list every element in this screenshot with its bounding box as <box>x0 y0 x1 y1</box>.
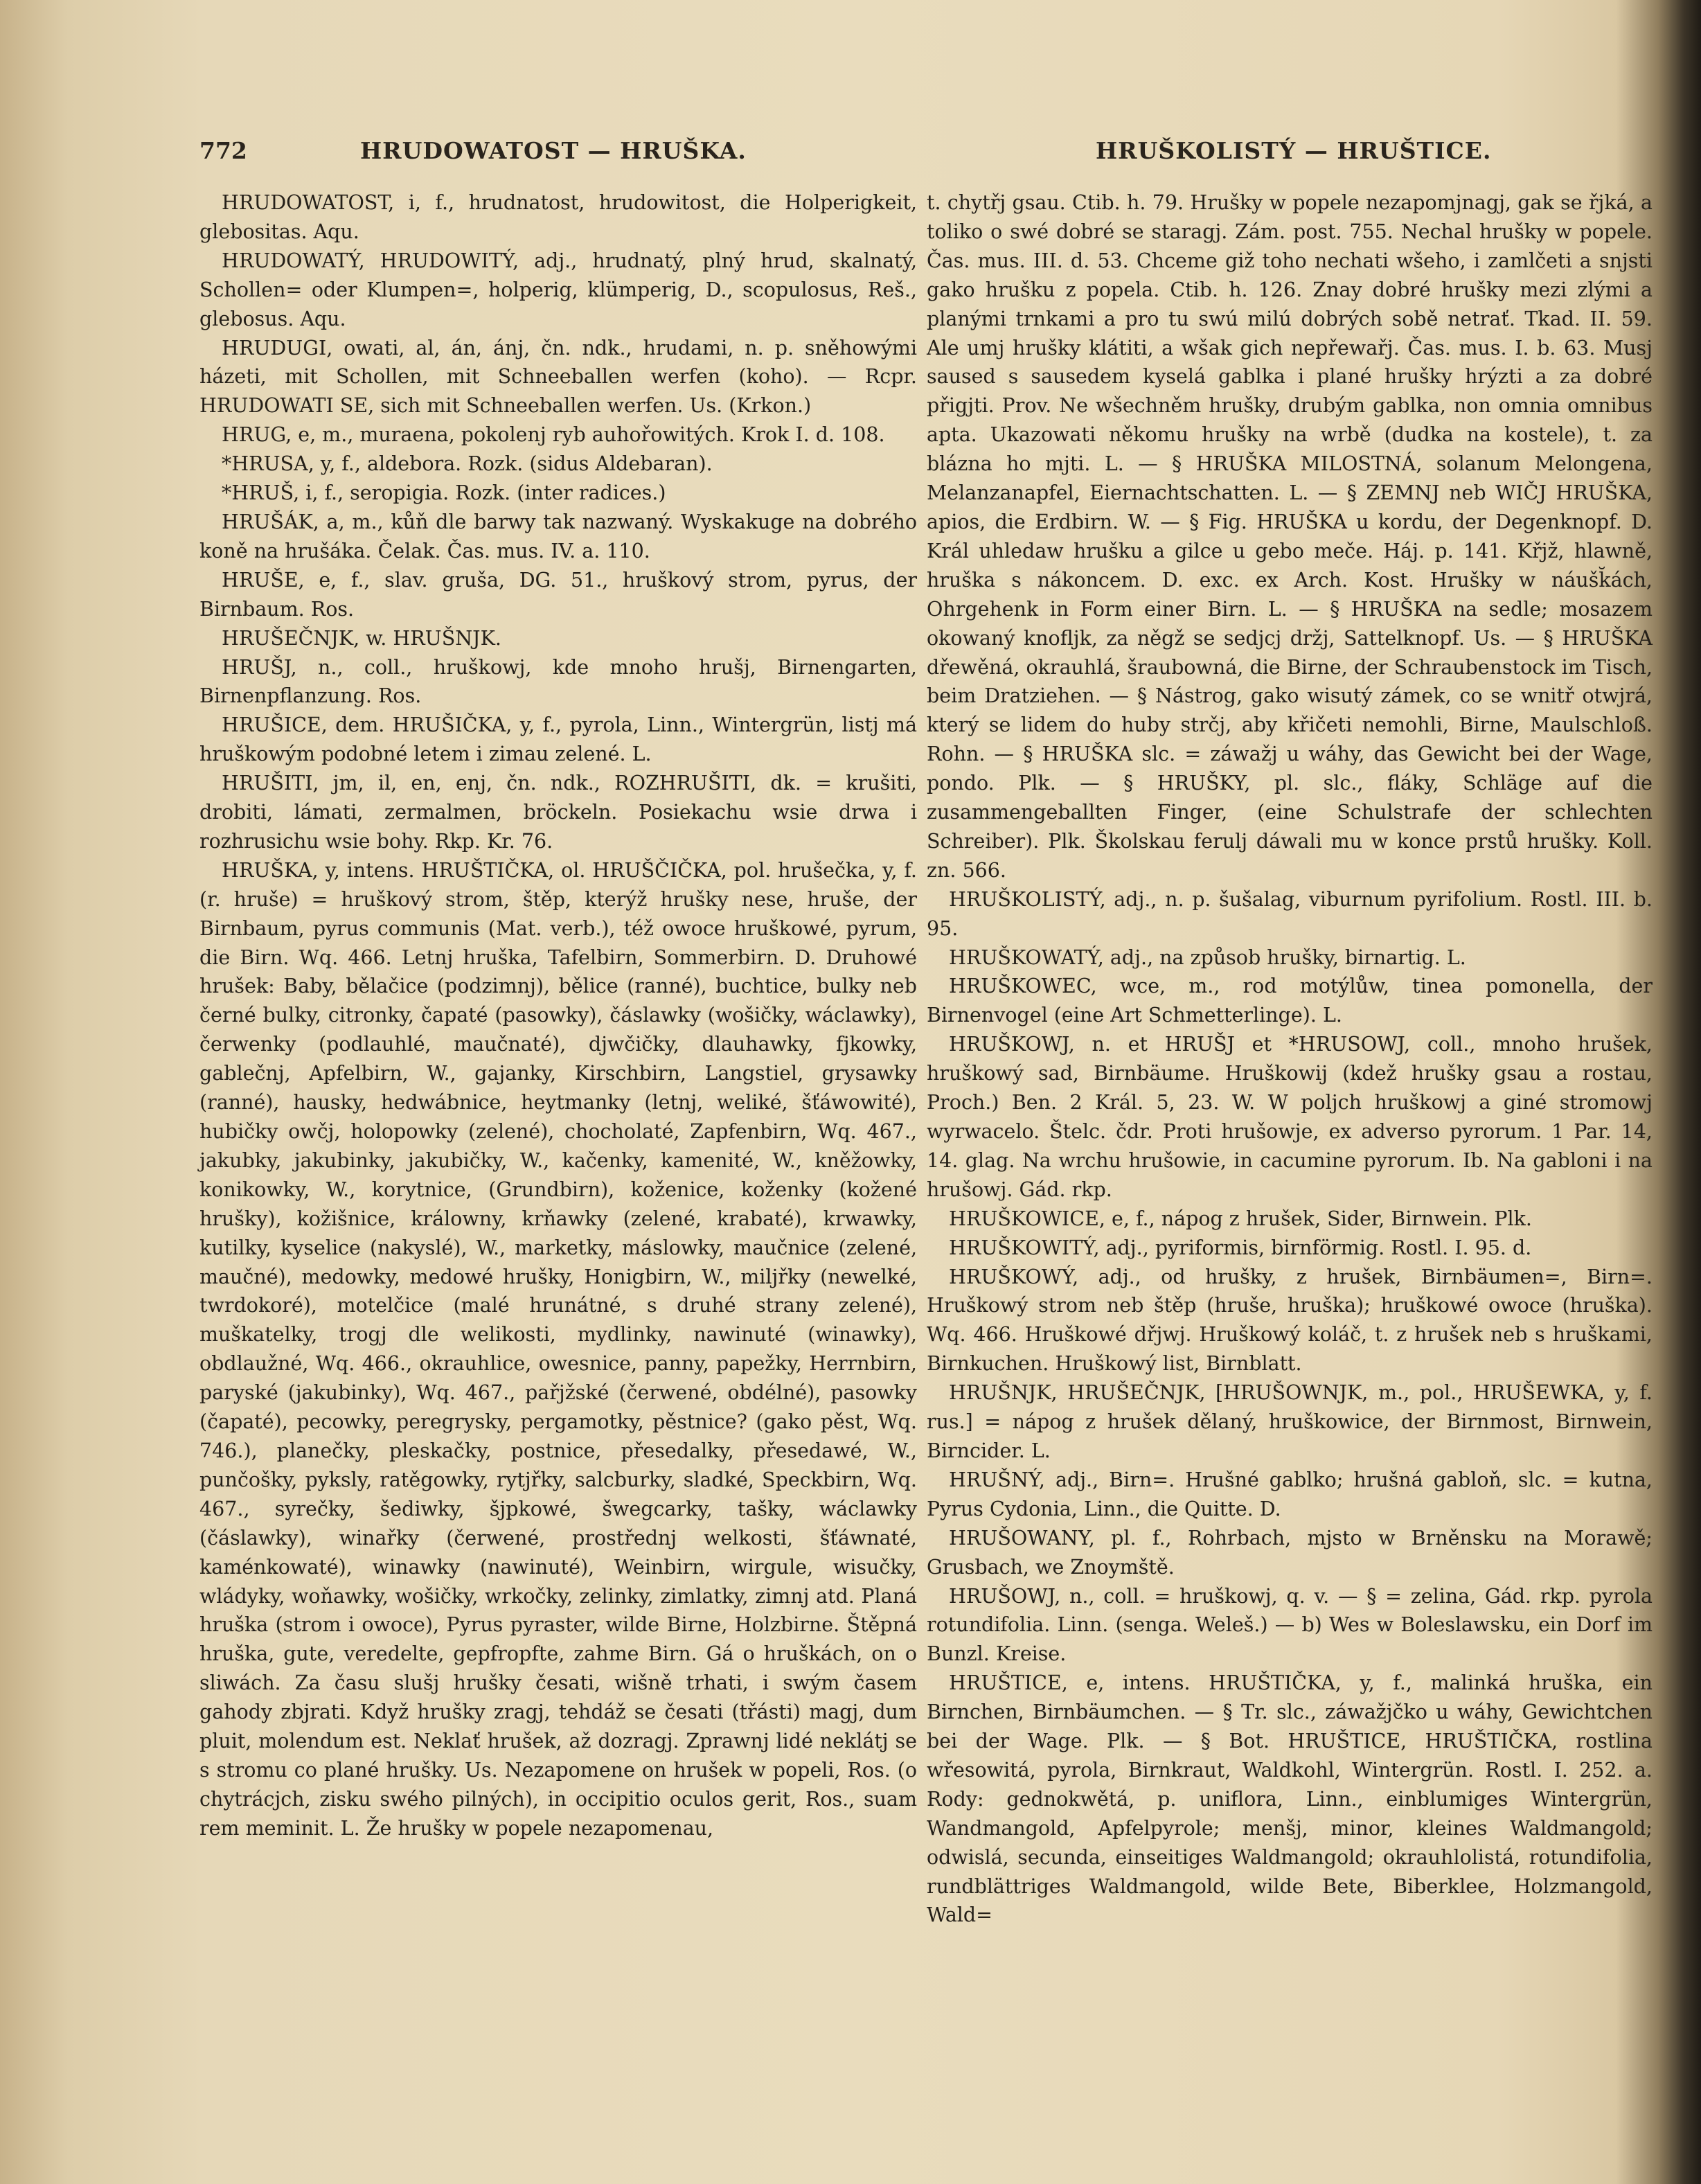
entry-hrug: HRUG, e, m., muraena, pokolenj ryb auhořowitých. Krok I. d. 108. <box>222 423 885 447</box>
entry-hrudowaty: HRUDOWATÝ, HRUDOWITÝ, adj., hrudnatý, plný hrud, skalnatý, Schollen= oder Klumpen=, holperig, klümperig, D., scopulosus, Reš., glebosus. Aqu. <box>199 249 917 330</box>
entry-hruskowity: HRUŠKOWITÝ, adj., pyriformis, birnförmig. Rostl. I. 95. d. <box>949 1236 1532 1259</box>
entry-hrudugi: HRUDUGI, owati, al, án, ánj, čn. ndk., hrudami, n. p. sněhowými házeti, mit Schollen, mit Schneeballen werfen (koho). — Rcpr. HRUDOWATI SE, sich mit Schneeballen werfen. Us. (Krkon.) <box>199 336 917 418</box>
entry-hrusowj: HRUŠOWJ, n., coll. = hruškowj, q. v. — § = zelina, Gád. rkp. pyrola rotundifolia. Linn. (senga. Weleš.) — b) Wes w Boleslawsku, ein Dorf im Bunzl. Kreise. <box>927 1584 1653 1666</box>
running-head-left: HRUDOWATOST — HRUŠKA. <box>360 137 747 164</box>
running-head-right: HRUŠKOLISTÝ — HRUŠTICE. <box>1096 137 1492 164</box>
entry-hrusiti: HRUŠITI, jm, il, en, enj, čn. ndk., ROZHRUŠITI, dk. = krušiti, drobiti, lámati, zermalmen, bröckeln. Posiekachu wsie drwa i rozhrusichu wsie bohy. Rkp. Kr. 76. <box>199 772 917 853</box>
page-number: 772 <box>199 137 247 164</box>
entry-hruskowj: HRUŠKOWJ, n. et HRUŠJ et *HRUSOWJ, coll., mnoho hrušek, hruškowý sad, Birnbäume. Hruškowij (kdež hrušky gsau a rostau, Proch.) Ben. 2 Král. 5, 23. W. W poljch hruškowj a giné stromowj wyrwacelo. Štelc. čdr. Proti hrušowje, ex adverso pyrorum. 1 Par. 14, 14. glag. Na wrchu hrušowie, in cacumine pyrorum. Ib. Na gabloni i na hrušowj. Gád. rkp. <box>927 1033 1653 1201</box>
entry-hrus: *HRUŠ, i, f., seropigia. Rozk. (inter radices.) <box>222 481 666 505</box>
entry-hrustice: HRUŠTICE, e, intens. HRUŠTIČKA, y, f., malinká hruška, ein Birnchen, Birnbäumchen. — § Tr. slc., záwažjčko u wáhy, Gewichtchen bei der Wage. Plk. — § Bot. HRUŠTICE, HRUŠTIČKA, rostlina wřesowitá, pyrola, Birnkraut, Waldkohl, Wintergrün. Rostl. I. 252. a. Rody: gednokwětá, p. uniflora, Linn., einblumiges Wintergrün, Wandmangold, Apfelpyrole; menšj, minor, kleines Waldmangold; odwislá, secunda, einseitiges Waldmangold; okrauhlolistá, rotundifolia, rundblättriges Waldmangold, wilde Bete, Biberklee, Holzmangold, Wald= <box>927 1671 1653 1927</box>
entry-hrusj: HRUŠJ, n., coll., hruškowj, kde mnoho hrušj, Birnengarten, Birnenpflanzung. Ros. <box>199 655 917 708</box>
right-column <box>927 188 1653 1930</box>
entry-hruskolisty: HRUŠKOLISTÝ, adj., n. p. šušalag, viburnum pyrifolium. Rostl. III. b. 95. <box>927 887 1653 940</box>
entry-hrusak: HRUŠÁK, a, m., kůň dle barwy tak nazwaný. Wyskakuge na dobrého koně na hrušáka. Čelak. Čas. mus. IV. a. 110. <box>199 510 917 562</box>
entry-hruska: HRUŠKA, y, intens. HRUŠTIČKA, ol. HRUŠČIČKA, pol. hrušečka, y, f. (r. hruše) = hruškový strom, štěp, kterýž hrušky nese, hruše, der Birnbaum, pyrus communis (Mat. verb.), též owoce hruškowé, pyrum, die Birn. Wq. 466. Letnj hruška, Tafelbirn, Sommerbirn. D. Druhowé hrušek: Baby, bělačice (podzimnj), bělice (ranné), buchtice, bulky neb černé bulky, citronky, čapaté (pasowky), čáslawky (wošičky, wáclawky), čerwenky (podlauhlé, maučnaté), djwčičky, dlauhawky, fjkowky, gablečnj, Apfelbirn, W., gajanky, Kirschbirn, Langstiel, grysawky (ranné), hausky, hedwábnice, heytmanky (letnj, weliké, šťáwowité), hubičky owčj, holopowky (zelené), chocholaté, Zapfenbirn, Wq. 467., jakubky, jakubinky, jakubičky, W., kačenky, kamenité, W., kněžowky, konikowky, W., korytnice, (Grundbirn), koženice, koženky (kožené hrušky), kožišnice, králowny, krňawky (zelené, krabaté), krwawky, kutilky, kyselice (nakyslé), W., marketky, máslowky, maučnice (zelené, maučné), medowky, medowé hrušky, Honigbirn, W., miljřky (newelké, twrdokoré), motelčice (malé hrunátné, s druhé strany zelené), muškatelky, trogj dle welikosti, mydlinky, nawinuté (winawky), obdlaužné, Wq. 466., okrauhlice, owesnice, panny, papežky, Herrnbirn, paryské (jakubinky), Wq. 467., pařjžské (čerwené, obdélné), pasowky (čapaté), pecowky, peregrysky, pergamotky, pěstnice? (gako pěst, Wq. 746.), planečky, pleskačky, postnice, přesedalky, přesedawé, W., punčošky, pyksly, ratěgowky, rytjřky, salcburky, sladké, Speckbirn, Wq. 467., syrečky, šediwky, šjpkowé, šwegcarky, tašky, wáclawky (čáslawky), winařky (čerwené, prostřednj welkosti, šťáwnaté, kaménkowaté), winawky (nawinuté), Weinbirn, wirgule, wisučky, wládyky, woňawky, wošičky, wrkočky, zelinky, zimlatky, zimnj atd. Planá hruška (strom i owoce), Pyrus pyraster, wilde Birne, Holzbirne. Štěpná hruška, gute, veredelte, gepfropfte, zahme Birn. Gá o hruškách, on o sliwách. Za času slušj hrušky česati, wišně trhati, i swým časem gahody zbjrati. Když hrušky zragj, tehdáž se česati (třásti) magj, dum pluit, molendum est. Neklať hrušek, až dozragj. Zprawnj lidé neklátj se s stromu co plané hrušky. Us. Nezapomene on hrušek w popeli, Ros. (o chytrácjch, zisku swého pilných), in occipitio oculos gerit, Ros., suam rem meminit. L. Že hrušky w popele nezapomenau, <box>199 858 917 1840</box>
entry-hrusny: HRUŠNÝ, adj., Birn=. Hrušné gablko; hrušná gabloň, slc. = kutna, Pyrus Cydonia, Linn., die Quitte. D. <box>927 1468 1653 1520</box>
entry-hrusecnjk: HRUŠEČNJK, w. HRUŠNJK. <box>222 626 501 650</box>
left-column <box>199 188 917 1843</box>
entry-hruskowaty: HRUŠKOWATÝ, adj., na způsob hrušky, birnartig. L. <box>949 945 1466 969</box>
entry-hruskowy: HRUŠKOWÝ, adj., od hrušky, z hrušek, Birnbäumen=, Birn=. Hruškowý strom neb štěp (hruše, hruška); hruškowé owoce (hruška). Wq. 466. Hruškowé dřjwj. Hruškowý koláč, t. z hrušek neb s hruškami, Birnkuchen. Hruškowý list, Birnblatt. <box>927 1265 1653 1376</box>
entry-hruskowice: HRUŠKOWICE, e, f., nápog z hrušek, Sider, Birnwein. Plk. <box>949 1207 1532 1230</box>
entry-hrusice: HRUŠICE, dem. HRUŠIČKA, y, f., pyrola, Linn., Wintergrün, listj má hruškowým podobné letem i zimau zelené. L. <box>199 713 917 766</box>
entry-hruska-continued: t. chytřj gsau. Ctib. h. 79. Hrušky w popele nezapomjnagj, gak se řjká, a toliko o swé dobré se staragj. Zám. post. 755. Nechal hrušky w popele. Čas. mus. III. d. 53. Chceme giž toho nechati wšeho, i zamlčeti a snjsti gako hrušku z popela. Ctib. h. 126. Znay dobré hrušky mezi zlými a planými trnkami a pro tu swú milú dobrých sobě netrať. Tkad. II. 59. Ale umj hrušky klátiti, a wšak gich nepřewařj. Čas. mus. I. b. 63. Musj saused s sausedem kyselá gablka i plané hrušky hrýzti a za dobré přigjti. Prov. Ne wšechněm hrušky, drubým gablka, non omnia omnibus apta. Ukazowati někomu hrušky na wrbě (dudka na kostele), t. za blázna ho mjti. L. — § HRUŠKA MILOSTNÁ, solanum Melongena, Melanzanapfel, Eiernachtschatten. L. — § ZEMNJ neb WIČJ HRUŠKA, apios, die Erdbirn. W. — § Fig. HRUŠKA u kordu, der Degenknopf. D. Král uhledaw hrušku a gilce u gebo meče. Háj. p. 141. Křjž, hlawně, hruška s nákoncem. D. exc. ex Arch. Kost. Hrušky w náušk̆ách, Ohrgehenk in Form einer Birn. L. — § HRUŠKA na sedle; mosazem okowaný knoflјk, za něgž se sedjcj držj, Sattelknopf. Us. — § HRUŠKA dřewěná, okrauhlá, šraubowná, die Birne, der Schraubenstock im Tisch, beim Dratziehen. — § Nástrog, gako wisutý zámek, co se wnitř otwjrá, který se lidem do huby strčj, aby křičeti nemohli, Birne, Maulschloß. Rohn. — § HRUŠKA slc. = záwažj u wáhy, das Gewicht bei der Wage, pondo. Plk. — § HRUŠKY, pl. slc., fláky, Schläge auf die zusammengeballten Finger, (eine Schulstrafe der schlechten Schreiber). Plk. Školskau ferulj dáwali mu w konce prstů hrušky. Koll. zn. 566. <box>927 191 1653 882</box>
entry-hrudowatost: HRUDOWATOST, i, f., hrudnatost, hrudowitost, die Holperigkeit, glebositas. Aqu. <box>199 191 917 243</box>
entry-hrusnjk: HRUŠNJK, HRUŠEČNJK, [HRUŠOWNJK, m., pol., HRUŠEWKA, y, f. rus.] = nápog z hrušek dělaný, hruškowice, der Birnmost, Birnwein, Birncider. L. <box>927 1381 1653 1462</box>
entry-hruskowec: HRUŠKOWEC, wce, m., rod motýlůw, tinea pomonella, der Birnenvogel (eine Art Schmetterlinge). L. <box>927 975 1653 1027</box>
entry-hruse: HRUŠE, e, f., slav. gruša, DG. 51., hruškový strom, pyrus, der Birnbaum. Ros. <box>199 568 917 621</box>
entry-hrusowany: HRUŠOWANY, pl. f., Rohrbach, mjsto w Brněnsku na Morawě; Grusbach, we Znoymště. <box>927 1526 1653 1579</box>
entry-hrusa: *HRUSA, y, f., aldebora. Rozk. (sidus Aldebaran). <box>222 452 713 476</box>
